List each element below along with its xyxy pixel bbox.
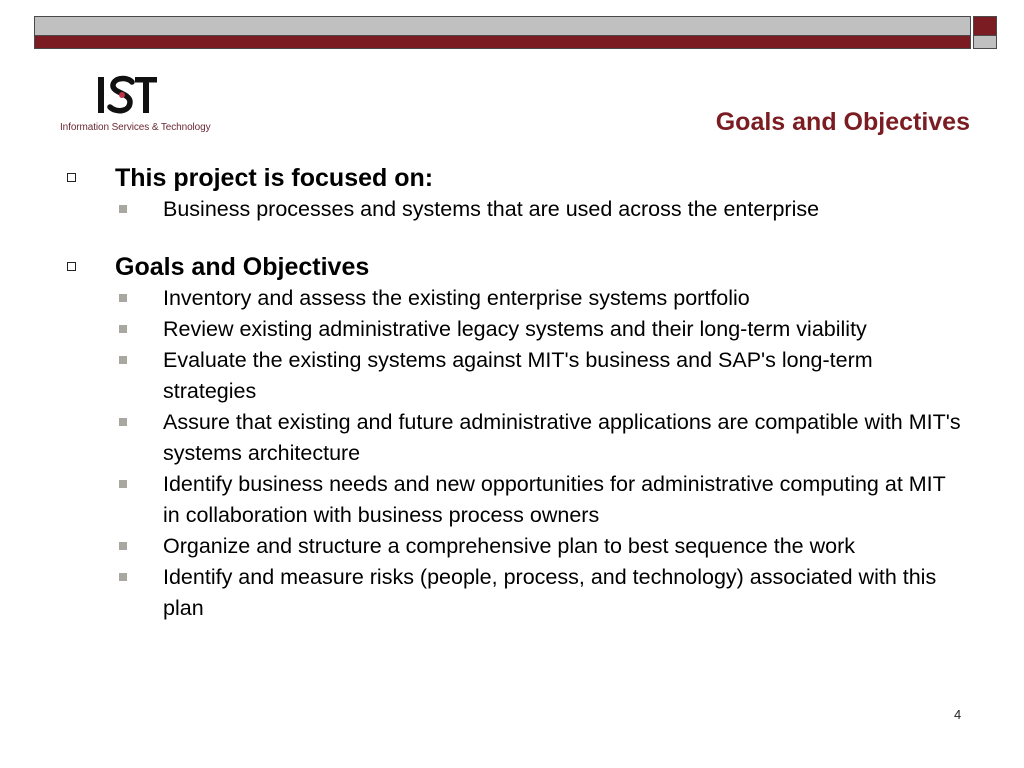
square-bullet-icon [119, 542, 127, 550]
section-heading: Goals and Objectives [64, 251, 974, 283]
logo-subtitle: Information Services & Technology [60, 122, 211, 133]
square-bullet-icon [119, 294, 127, 302]
list-item: Assure that existing and future administrative applications are compatible with MIT's systems architecture [64, 407, 974, 469]
ist-logo [60, 74, 220, 138]
section-heading: This project is focused on: [64, 162, 974, 194]
list-item: Identify business needs and new opportunities for administrative computing at MIT in collaboration with business process owners [64, 469, 974, 531]
square-bullet-icon [119, 418, 127, 426]
slide-content [64, 162, 974, 624]
list-item: Identify and measure risks (people, process, and technology) associated with this plan [64, 562, 974, 624]
header-square-maroon [973, 16, 997, 36]
list-item: Evaluate the existing systems against MIT's business and SAP's long-term strategies [64, 345, 974, 407]
list-item: Business processes and systems that are used across the enterprise [64, 194, 974, 225]
header-bar-maroon [34, 36, 971, 49]
list-item: Inventory and assess the existing enterprise systems portfolio [64, 283, 974, 314]
square-bullet-icon [119, 356, 127, 364]
slide-title: Goals and Objectives [715, 108, 970, 136]
square-bullet-icon [119, 480, 127, 488]
list-item: Review existing administrative legacy systems and their long-term viability [64, 314, 974, 345]
square-bullet-icon [119, 325, 127, 333]
square-bullet-icon [119, 205, 127, 213]
list-item: Organize and structure a comprehensive plan to best sequence the work [64, 531, 974, 562]
square-bullet-icon [119, 573, 127, 581]
hollow-square-bullet-icon [67, 262, 76, 271]
page-number: 4 [954, 707, 962, 722]
hollow-square-bullet-icon [67, 173, 76, 182]
header-square-gray [973, 36, 997, 49]
header-bar-gray [34, 16, 971, 36]
ist-logo-mark [60, 74, 160, 118]
